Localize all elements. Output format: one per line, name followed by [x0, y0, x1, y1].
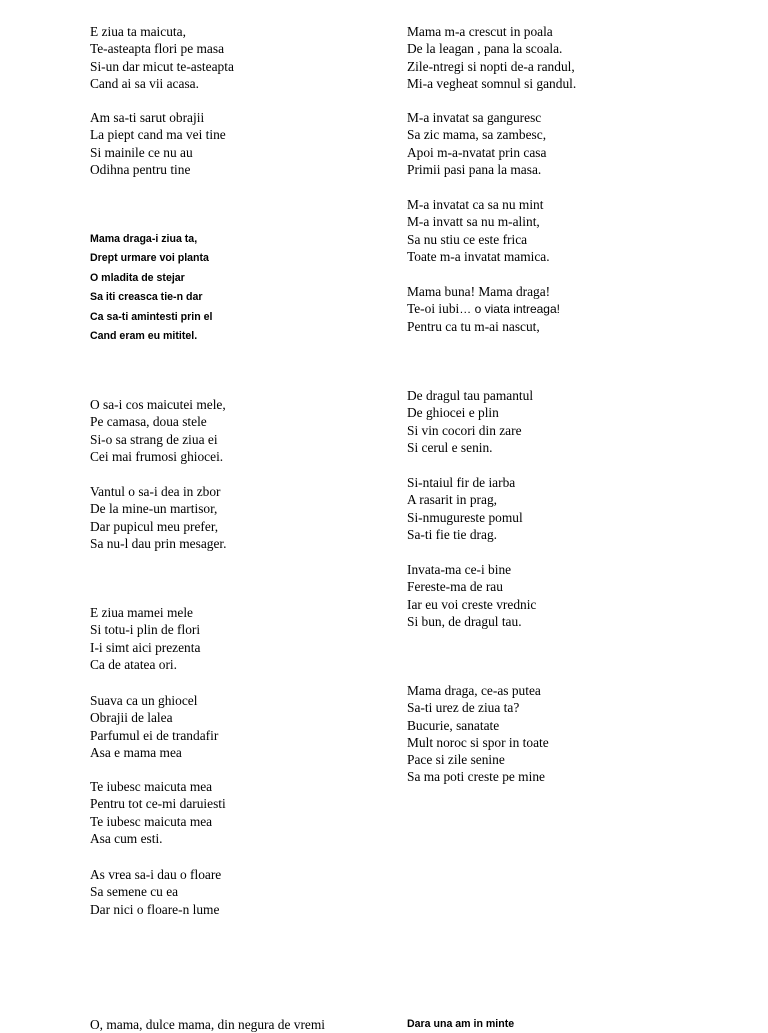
poem-line: Pe camasa, doua stele	[90, 414, 207, 430]
poem-stanza	[407, 109, 546, 178]
poem-line: Pentru tot ce-mi daruiesti	[90, 796, 226, 812]
poem-line: Apoi m-a-nvatat prin casa	[407, 144, 547, 160]
poem-line	[407, 300, 560, 317]
poem-line: Sa nu stiu ce este frica	[407, 231, 528, 247]
poem-line: Vantul o sa-i dea in zbor	[90, 484, 221, 499]
poem-line: Cand ai sa vii acasa.	[90, 75, 199, 91]
poem-line: Si-o sa strang de ziua ei	[90, 431, 218, 447]
poem-line: E ziua ta maicuta,	[90, 24, 186, 39]
poem-line: De dragul tau pamantul	[407, 388, 534, 403]
cut-off-line	[90, 1016, 325, 1033]
poem-line: Te iubesc maicuta mea	[90, 813, 213, 829]
poem-line: Obrajii de lalea	[90, 710, 173, 726]
poem-stanza	[407, 23, 576, 92]
poem-line: Si-ntaiul fir de iarba	[407, 475, 516, 490]
poem-stanza	[407, 387, 533, 456]
poem-line: Mi-a vegheat somnul si gandul.	[407, 75, 577, 91]
poem-line: Cand eram eu mititel.	[90, 329, 198, 342]
poem-line: Iar eu voi creste vrednic	[407, 596, 537, 612]
poem-line: Dara una am in minte	[407, 1018, 515, 1030]
poem-line: La piept cand ma vei tine	[90, 127, 226, 143]
poem-line: De la mine-un martisor,	[90, 501, 218, 517]
poem-line: Si cerul e senin.	[407, 439, 493, 455]
poem-line: Asa cum esti.	[90, 830, 163, 846]
poem-line: Si mainile ce nu au	[90, 144, 193, 160]
poem-line: Si totu-i plin de flori	[90, 622, 201, 638]
poem-stanza	[407, 283, 560, 335]
poem-line-tail: … o viata intreaga!	[459, 302, 560, 317]
poem-stanza	[90, 23, 234, 92]
poem-line: Sa iti creasca tie-n dar	[90, 291, 203, 304]
poem-stanza	[90, 778, 226, 847]
poem-line: M-a invatat sa ganguresc	[407, 110, 542, 125]
poem-line: Pace si zile senine	[407, 752, 505, 768]
poem-line: Zile-ntregi si nopti de-a randul,	[407, 58, 575, 74]
poem-line: Mama draga-i ziua ta,	[90, 233, 198, 245]
poem-line: Toate m-a invatat mamica.	[407, 248, 550, 264]
poem-stanza	[90, 396, 226, 465]
poem-line: De la leagan , pana la scoala.	[407, 41, 563, 57]
poem-stanza	[407, 682, 549, 786]
cut-off-line	[407, 1016, 514, 1033]
poem-stanza	[90, 230, 212, 346]
poem-line: Dar nici o floare-n lume	[90, 901, 220, 917]
poem-line: Parfumul ei de trandafir	[90, 727, 219, 743]
poem-line: Mult noroc si spor in toate	[407, 734, 549, 750]
poem-stanza	[90, 692, 218, 761]
poem-line-head: Te-oi iubi	[407, 301, 460, 317]
poem-line: Te iubesc maicuta mea	[90, 779, 213, 794]
poem-line: I-i simt aici prezenta	[90, 639, 201, 655]
poem-line: Odihna pentru tine	[90, 161, 191, 177]
poem-line: Sa-ti fie tie drag.	[407, 526, 497, 542]
poem-line: Asa e mama mea	[90, 744, 182, 760]
poem-line: Sa ma poti creste pe mine	[407, 769, 545, 785]
poem-line: Suava ca un ghiocel	[90, 693, 198, 708]
poem-line: Fereste-ma de rau	[407, 579, 503, 595]
poem-line: Drept urmare voi planta	[90, 252, 209, 265]
poem-line: A rasarit in prag,	[407, 492, 497, 508]
poem-line: M-a invatat ca sa nu mint	[407, 197, 544, 212]
poem-stanza	[407, 196, 550, 265]
poem-line: Ca sa-ti amintesti prin el	[90, 310, 213, 323]
poem-line: Sa-ti urez de ziua ta?	[407, 700, 520, 716]
poem-line: Mama buna! Mama draga!	[407, 284, 551, 299]
poem-line: Pentru ca tu m-ai nascut,	[407, 318, 540, 334]
poem-line: O mladita de stejar	[90, 271, 185, 284]
poem-line: Am sa-ti sarut obrajii	[90, 110, 205, 125]
poem-line: Cei mai frumosi ghiocei.	[90, 448, 224, 464]
poem-line: Si bun, de dragul tau.	[407, 613, 522, 629]
poem-line: Ca de atatea ori.	[90, 656, 177, 672]
poem-line: Sa nu-l dau prin mesager.	[90, 535, 227, 551]
poem-line: Primii pasi pana la masa.	[407, 161, 542, 177]
poem-line: Mama draga, ce-as putea	[407, 683, 541, 698]
poem-stanza	[407, 474, 523, 543]
poem-line: E ziua mamei mele	[90, 605, 193, 620]
poem-line: Si vin cocori din zare	[407, 422, 522, 438]
poem-line: Invata-ma ce-i bine	[407, 562, 512, 577]
poem-stanza	[90, 604, 200, 673]
poem-line: As vrea sa-i dau o floare	[90, 867, 222, 882]
poem-line: Mama m-a crescut in poala	[407, 24, 553, 39]
poem-stanza	[90, 109, 226, 178]
poem-line: De ghiocei e plin	[407, 405, 499, 421]
poem-stanza	[90, 483, 226, 552]
poem-stanza	[90, 866, 221, 918]
poem-line: Te-asteapta flori pe masa	[90, 41, 225, 57]
poem-line: M-a invatt sa nu m-alint,	[407, 214, 540, 230]
poem-line: Sa semene cu ea	[90, 884, 179, 900]
poem-line: Dar pupicul meu prefer,	[90, 518, 219, 534]
poem-line: Si-nmugureste pomul	[407, 509, 523, 525]
poem-line: O, mama, dulce mama, din negura de vremi	[90, 1017, 325, 1032]
poem-line: Sa zic mama, sa zambesc,	[407, 127, 547, 143]
poem-line: Si-un dar micut te-asteapta	[90, 58, 234, 74]
poem-line: Bucurie, sanatate	[407, 717, 500, 733]
poem-stanza	[407, 561, 536, 630]
poem-line: O sa-i cos maicutei mele,	[90, 397, 226, 412]
